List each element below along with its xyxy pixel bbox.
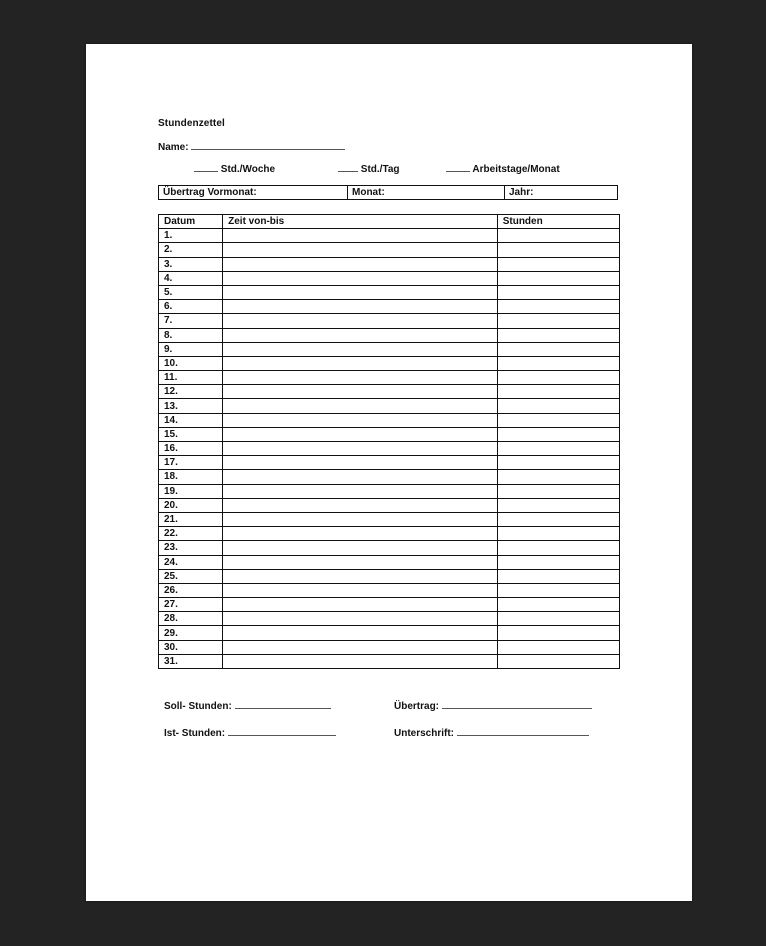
month-cell[interactable]: Monat: (348, 186, 505, 200)
table-row (159, 271, 620, 285)
time-range-cell[interactable] (223, 470, 498, 484)
workdays-per-month-blank[interactable] (446, 162, 470, 172)
signature-label: Unterschrift: (394, 728, 455, 739)
table-row (159, 456, 620, 470)
table-row (159, 243, 620, 257)
table-row (159, 484, 620, 498)
time-range-cell[interactable] (223, 300, 498, 314)
hours-cell[interactable] (497, 342, 619, 356)
timesheet-table (158, 214, 620, 669)
time-range-cell[interactable] (223, 484, 498, 498)
hours-cell[interactable] (497, 456, 619, 470)
day-number-cell: 1. (159, 229, 223, 243)
hours-cell[interactable] (497, 470, 619, 484)
day-number-cell: 26. (159, 583, 223, 597)
header-time-range: Zeit von-bis (223, 215, 498, 229)
hours-per-week-field (194, 162, 275, 175)
table-row (159, 399, 620, 413)
table-row (159, 427, 620, 441)
day-number-cell: 7. (159, 314, 223, 328)
day-number-cell: 19. (159, 484, 223, 498)
document-title: Stundenzettel (158, 118, 225, 129)
time-range-cell[interactable] (223, 356, 498, 370)
table-row (159, 612, 620, 626)
hours-cell[interactable] (497, 498, 619, 512)
time-range-cell[interactable] (223, 243, 498, 257)
time-range-cell[interactable] (223, 527, 498, 541)
table-row (159, 300, 620, 314)
hours-cell[interactable] (497, 654, 619, 668)
day-number-cell: 22. (159, 527, 223, 541)
hours-cell[interactable] (497, 583, 619, 597)
time-range-cell[interactable] (223, 612, 498, 626)
time-range-cell[interactable] (223, 442, 498, 456)
table-row (159, 470, 620, 484)
target-hours-field (164, 699, 331, 712)
day-number-cell: 25. (159, 569, 223, 583)
target-hours-label: Soll- Stunden: (164, 701, 232, 712)
table-row (159, 356, 620, 370)
hours-cell[interactable] (497, 257, 619, 271)
time-range-cell[interactable] (223, 498, 498, 512)
table-header-row (159, 215, 620, 229)
table-row (159, 626, 620, 640)
time-range-cell[interactable] (223, 257, 498, 271)
day-number-cell: 8. (159, 328, 223, 342)
table-row (159, 328, 620, 342)
time-range-cell[interactable] (223, 512, 498, 526)
hours-cell[interactable] (497, 569, 619, 583)
hours-cell[interactable] (497, 527, 619, 541)
year-cell[interactable]: Jahr: (505, 186, 618, 200)
time-range-cell[interactable] (223, 229, 498, 243)
table-row (159, 555, 620, 569)
hours-cell[interactable] (497, 371, 619, 385)
hours-cell[interactable] (497, 555, 619, 569)
time-range-cell[interactable] (223, 314, 498, 328)
signature-blank[interactable] (457, 726, 589, 736)
hours-cell[interactable] (497, 512, 619, 526)
footer-carryover-field (394, 699, 592, 712)
hours-cell[interactable] (497, 626, 619, 640)
table-row (159, 498, 620, 512)
time-range-cell[interactable] (223, 598, 498, 612)
day-number-cell: 28. (159, 612, 223, 626)
day-number-cell: 27. (159, 598, 223, 612)
table-row (159, 413, 620, 427)
table-row (159, 285, 620, 299)
target-hours-blank[interactable] (235, 699, 331, 709)
hours-per-day-field (338, 162, 399, 175)
day-number-cell: 11. (159, 371, 223, 385)
day-number-cell: 2. (159, 243, 223, 257)
time-range-cell[interactable] (223, 555, 498, 569)
hours-cell[interactable] (497, 300, 619, 314)
table-row (159, 654, 620, 668)
day-number-cell: 13. (159, 399, 223, 413)
hours-cell[interactable] (497, 541, 619, 555)
day-number-cell: 17. (159, 456, 223, 470)
time-range-cell[interactable] (223, 654, 498, 668)
hours-cell[interactable] (497, 328, 619, 342)
table-row (159, 527, 620, 541)
day-number-cell: 16. (159, 442, 223, 456)
footer-carryover-label: Übertrag: (394, 701, 440, 712)
day-number-cell: 12. (159, 385, 223, 399)
time-range-cell[interactable] (223, 413, 498, 427)
signature-field (394, 726, 589, 739)
name-blank-line[interactable] (191, 140, 345, 150)
header-date: Datum (159, 215, 223, 229)
hours-cell[interactable] (497, 229, 619, 243)
carryover-cell[interactable]: Übertrag Vormonat: (163, 187, 257, 198)
table-row (159, 541, 620, 555)
table-row (159, 229, 620, 243)
actual-hours-field (164, 726, 336, 739)
day-number-cell: 30. (159, 640, 223, 654)
hours-cell[interactable] (497, 399, 619, 413)
table-row (159, 583, 620, 597)
day-number-cell: 15. (159, 427, 223, 441)
time-range-cell[interactable] (223, 342, 498, 356)
table-row (159, 371, 620, 385)
day-number-cell: 29. (159, 626, 223, 640)
day-number-cell: 10. (159, 356, 223, 370)
hours-cell[interactable] (497, 314, 619, 328)
day-number-cell: 5. (159, 285, 223, 299)
header-hours: Stunden (497, 215, 619, 229)
hours-cell[interactable] (497, 413, 619, 427)
table-row (159, 598, 620, 612)
day-number-cell: 6. (159, 300, 223, 314)
day-number-cell: 4. (159, 271, 223, 285)
day-number-cell: 3. (159, 257, 223, 271)
day-number-cell: 14. (159, 413, 223, 427)
hours-per-week-label: Std./Woche (220, 164, 276, 175)
time-range-cell[interactable] (223, 569, 498, 583)
day-number-cell: 9. (159, 342, 223, 356)
time-range-cell[interactable] (223, 640, 498, 654)
hours-cell[interactable] (497, 484, 619, 498)
time-range-cell[interactable] (223, 583, 498, 597)
table-row (159, 442, 620, 456)
hours-cell[interactable] (497, 598, 619, 612)
day-number-cell: 31. (159, 654, 223, 668)
hours-cell[interactable] (497, 442, 619, 456)
time-range-cell[interactable] (223, 399, 498, 413)
hours-cell[interactable] (497, 285, 619, 299)
hours-per-day-blank[interactable] (338, 162, 358, 172)
time-range-cell[interactable] (223, 541, 498, 555)
time-range-cell[interactable] (223, 285, 498, 299)
time-range-cell[interactable] (223, 427, 498, 441)
day-number-cell: 20. (159, 498, 223, 512)
hours-per-day-label: Std./Tag (360, 164, 400, 175)
day-number-cell: 23. (159, 541, 223, 555)
table-row (159, 385, 620, 399)
table-row (159, 569, 620, 583)
table-row (159, 314, 620, 328)
table-row (159, 512, 620, 526)
hours-cell[interactable] (497, 612, 619, 626)
document-page (86, 44, 692, 901)
time-range-cell[interactable] (223, 271, 498, 285)
hours-cell[interactable] (497, 271, 619, 285)
time-range-cell[interactable] (223, 371, 498, 385)
actual-hours-label: Ist- Stunden: (164, 728, 226, 739)
workdays-per-month-label: Arbeitstage/Monat (472, 164, 560, 175)
day-number-cell: 18. (159, 470, 223, 484)
table-row (159, 342, 620, 356)
hours-row (86, 162, 692, 176)
table-row (159, 640, 620, 654)
hours-cell[interactable] (497, 243, 619, 257)
time-range-cell[interactable] (223, 456, 498, 470)
time-range-cell[interactable] (223, 328, 498, 342)
time-range-cell[interactable] (223, 385, 498, 399)
table-row (159, 257, 620, 271)
day-number-cell: 24. (159, 555, 223, 569)
name-label: Name: (158, 142, 189, 153)
hours-cell[interactable] (497, 356, 619, 370)
actual-hours-blank[interactable] (228, 726, 336, 736)
footer-carryover-blank[interactable] (442, 699, 592, 709)
hours-cell[interactable] (497, 427, 619, 441)
time-range-cell[interactable] (223, 626, 498, 640)
hours-cell[interactable] (497, 385, 619, 399)
workdays-per-month-field (446, 162, 560, 175)
name-field (158, 140, 345, 153)
summary-table (158, 185, 618, 200)
day-number-cell: 21. (159, 512, 223, 526)
hours-per-week-blank[interactable] (194, 162, 218, 172)
hours-cell[interactable] (497, 640, 619, 654)
